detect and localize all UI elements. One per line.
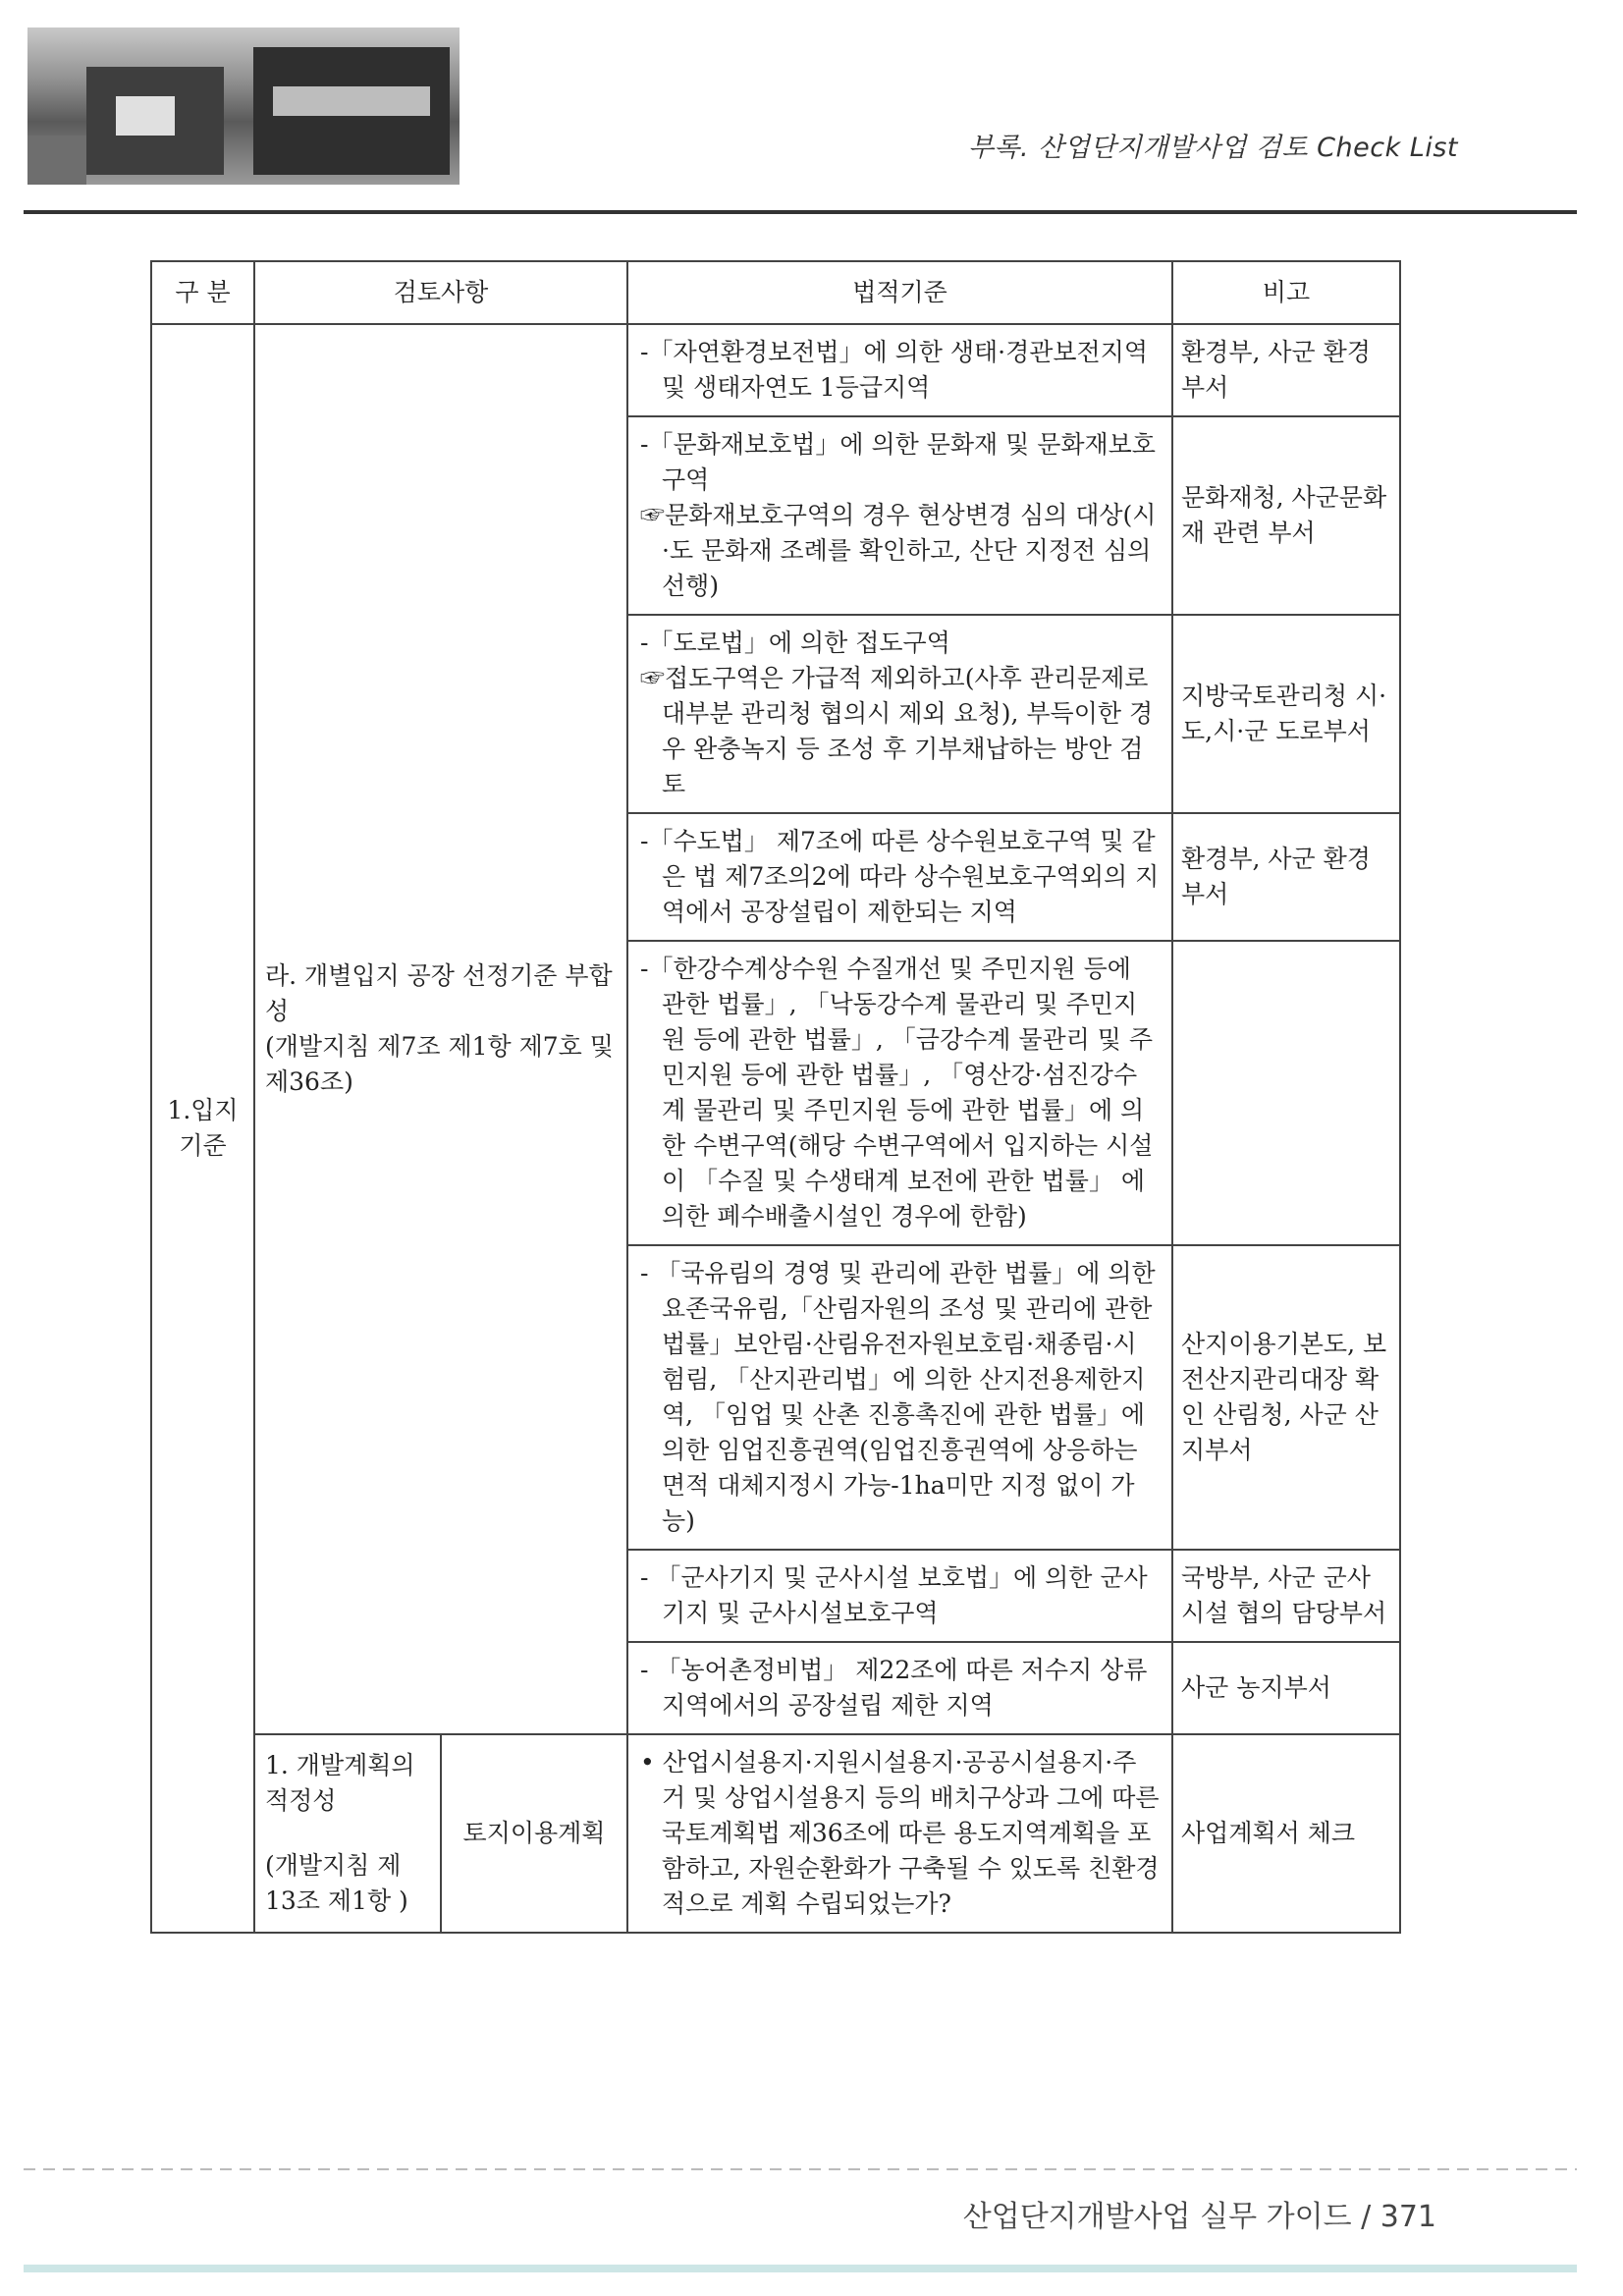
- law-cell: [627, 1642, 1172, 1734]
- header-note: 비고: [1172, 261, 1400, 324]
- table-row: [151, 324, 1400, 416]
- law-cell: [627, 813, 1172, 941]
- law-text: ☞접도구역은 가급적 제외하고(사후 관리문제로 대부분 관리청 협의시 제외 요청), 부득이한 경우 완충녹지 등 조성 후 기부채납하는 방안 검토: [640, 664, 1154, 798]
- law-cell: [627, 1734, 1172, 1933]
- law-cell: [627, 941, 1172, 1245]
- note-cell: 환경부, 사군 환경부서: [1172, 813, 1400, 941]
- law-text: -「자연환경보전법」에 의한 생태·경관보전지역 및 생태자연도 1등급지역: [640, 338, 1149, 402]
- note-cell: 국방부, 사군 군사시설 협의 담당부서: [1172, 1550, 1400, 1642]
- header-photo: [27, 27, 460, 185]
- law-text: - 「군사기지 및 군사시설 보호법」에 의한 군사기지 및 군사시설보호구역: [640, 1563, 1148, 1627]
- note-cell: 사업계획서 체크: [1172, 1734, 1400, 1933]
- law-cell: [627, 1245, 1172, 1550]
- note-cell: 환경부, 사군 환경부서: [1172, 324, 1400, 416]
- bottom-band: [24, 2265, 1577, 2272]
- law-cell: [627, 324, 1172, 416]
- plan-sub-cell: 토지이용계획: [441, 1734, 627, 1933]
- table-row: [151, 1734, 1400, 1933]
- header-legal: 법적기준: [627, 261, 1172, 324]
- note-cell: 사군 농지부서: [1172, 1642, 1400, 1734]
- header-review: 검토사항: [254, 261, 627, 324]
- header-category: 구 분: [151, 261, 254, 324]
- note-cell: 산지이용기본도, 보전산지관리대장 확인 산림청, 사군 산지부서: [1172, 1245, 1400, 1550]
- table-header-row: [151, 261, 1400, 324]
- law-text: ☞문화재보호구역의 경우 현상변경 심의 대상(시·도 문화재 조례를 확인하고, 산단 지정전 심의 선행): [640, 501, 1157, 600]
- review-ref: (개발지침 제7조 제1항 제7호 및 제36조): [265, 1032, 614, 1096]
- law-cell: [627, 416, 1172, 615]
- law-text: -「문화재보호법」에 의한 문화재 및 문화재보호구역: [640, 430, 1156, 494]
- footer-page-label: 산업단지개발사업 실무 가이드 / 371: [962, 2200, 1436, 2234]
- review-cell: [254, 324, 627, 1734]
- checklist-table: [150, 260, 1401, 1934]
- law-text: -「도로법」에 의한 접도구역: [640, 629, 950, 657]
- category-cell: [151, 324, 254, 1933]
- note-cell: 문화재청, 사군문화재 관련 부서: [1172, 416, 1400, 615]
- plan-title: 1. 개발계획의 적정성: [265, 1751, 415, 1815]
- header-rule: [24, 210, 1577, 214]
- review-title: 라. 개별입지 공장 선정기준 부합성: [265, 961, 613, 1025]
- law-text: -「수도법」 제7조에 따른 상수원보호구역 및 같은 법 제7조의2에 따라 상수원보호구역외의 지역에서 공장설립이 제한되는 지역: [640, 827, 1160, 926]
- law-cell: [627, 1550, 1172, 1642]
- law-text: -「한강수계상수원 수질개선 및 주민지원 등에 관한 법률」, 「낙동강수계 물관리 및 주민지원 등에 관한 법률」, 「금강수계 물관리 및 주민지원 등에 관한 법률」, 「영산강·섬진강수계 물관리 및 주민지원 등에 관한 법률」에 의한 수변구역(해당 수변구역에서 입지하는 시설이 「수질 및 수생태계 보전에 관한 법률」 에 의한 폐수배출시설인 경우에 한함): [640, 955, 1154, 1230]
- plan-review-cell: [254, 1734, 441, 1933]
- law-text: - 「농어촌정비법」 제22조에 따른 저수지 상류지역에서의 공장설립 제한 지역: [640, 1656, 1148, 1720]
- law-cell: [627, 615, 1172, 813]
- note-cell: 지방국토관리청 시·도,시·군 도로부서: [1172, 615, 1400, 813]
- note-cell: [1172, 941, 1400, 1245]
- law-text: • 산업시설용지·지원시설용지·공공시설용지·주거 및 상업시설용지 등의 배치구상과 그에 따른 국토계획법 제36조에 따른 용도지역계획을 포함하고, 자원순환화가 구축될 수 있도록 친환경적으로 계획 수립되었는가?: [640, 1748, 1160, 1918]
- plan-ref: (개발지침 제13조 제1항 ): [265, 1851, 408, 1915]
- header-title: 부록. 산업단지개발사업 검토 Check List: [967, 133, 1458, 163]
- footer-rule: [24, 2168, 1577, 2170]
- law-text: - 「국유림의 경영 및 관리에 관한 법률」에 의한 요존국유림,「산림자원의 조성 및 관리에 관한 법률」보안림·산림유전자원보호림·채종림·시험림, 「산지관리법」에 의한 산지전용제한지역, 「임업 및 산촌 진흥촉진에 관한 법률」에 의한 임업진흥권역(임업진흥권역에 상응하는 면적 대체지정시 가능-1ha미만 지정 없이 가능): [640, 1259, 1156, 1535]
- category-label: 1.입지 기준: [167, 1096, 239, 1160]
